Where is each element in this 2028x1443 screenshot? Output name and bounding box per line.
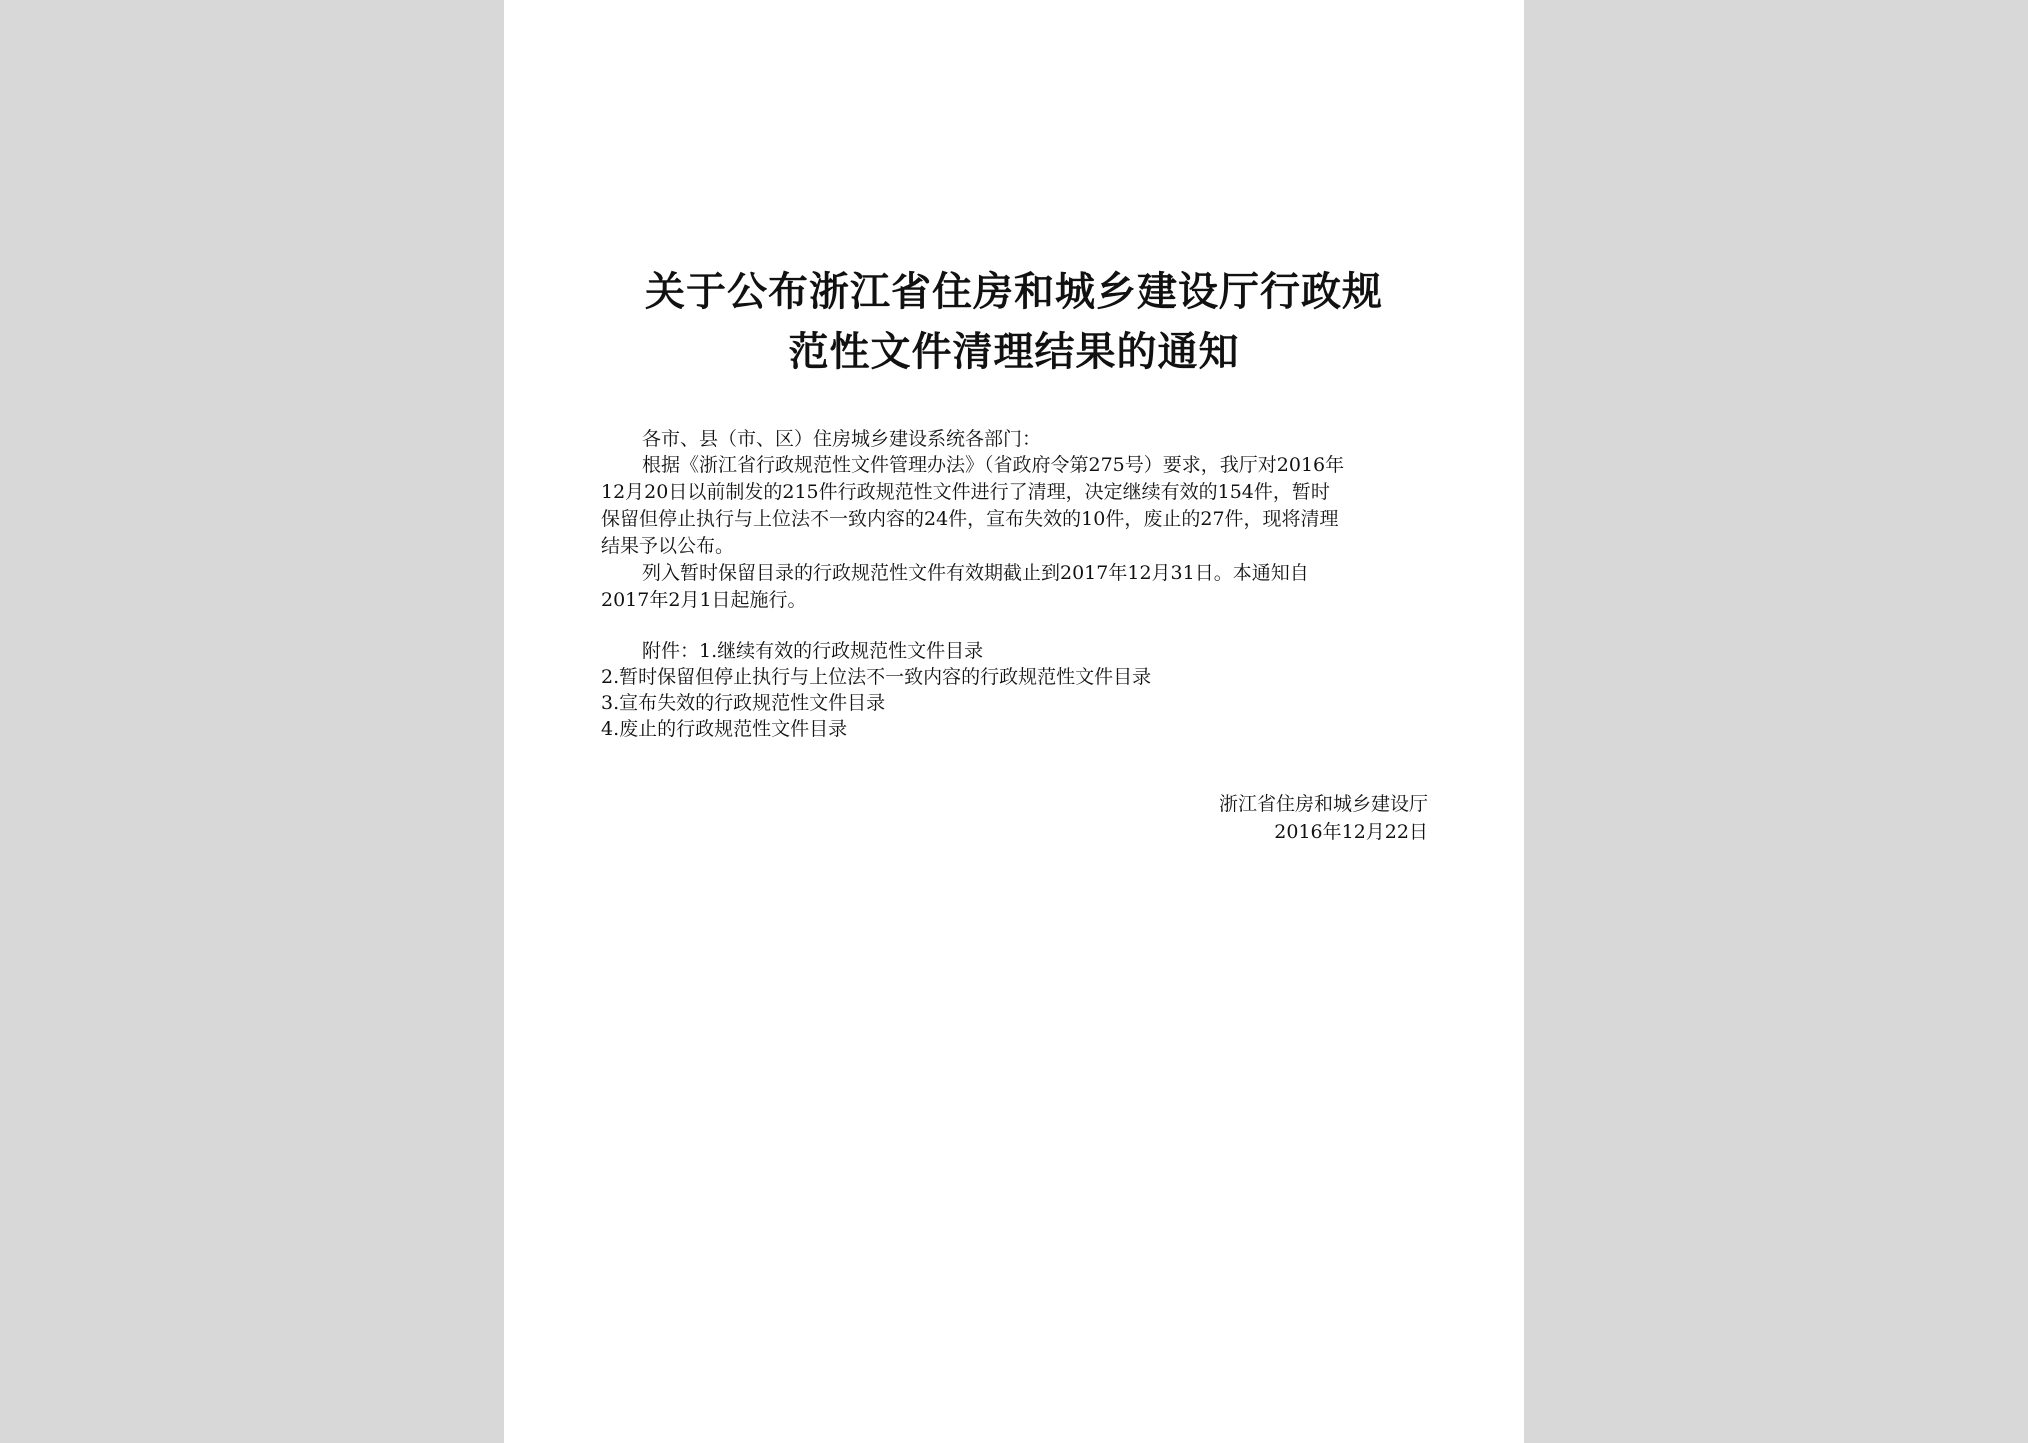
attachment-item-1: 附件：1.继续有效的行政规范性文件目录 — [642, 640, 984, 662]
paragraph-2-line-2: 2017年2月1日起施行。 — [601, 589, 807, 611]
attachment-item-4: 4.废止的行政规范性文件目录 — [601, 718, 848, 740]
attachment-item-3: 3.宣布失效的行政规范性文件目录 — [601, 692, 886, 714]
paragraph-1-line-4: 结果予以公布。 — [601, 535, 735, 557]
salutation: 各市、县（市、区）住房城乡建设系统各部门： — [642, 428, 1042, 450]
signature-date: 2016年12月22日 — [1274, 821, 1428, 843]
paragraph-1-line-3: 保留但停止执行与上位法不一致内容的24件，宣布失效的10件，废止的27件，现将清理 — [601, 508, 1339, 530]
paragraph-1-line-2: 12月20日以前制发的215件行政规范性文件进行了清理，决定继续有效的154件，暂时 — [601, 481, 1330, 503]
document-title-line-1: 关于公布浙江省住房和城乡建设厅行政规 — [645, 269, 1383, 315]
signature-organization: 浙江省住房和城乡建设厅 — [1218, 793, 1428, 815]
paragraph-1-line-1: 根据《浙江省行政规范性文件管理办法》（省政府令第275号）要求，我厅对2016年 — [642, 454, 1345, 476]
document-page — [504, 0, 1524, 1443]
document-title-line-2: 范性文件清理结果的通知 — [788, 329, 1240, 375]
paragraph-2-line-1: 列入暂时保留目录的行政规范性文件有效期截止到2017年12月31日。本通知自 — [642, 562, 1309, 584]
attachment-item-2: 2.暂时保留但停止执行与上位法不一致内容的行政规范性文件目录 — [601, 666, 1152, 688]
